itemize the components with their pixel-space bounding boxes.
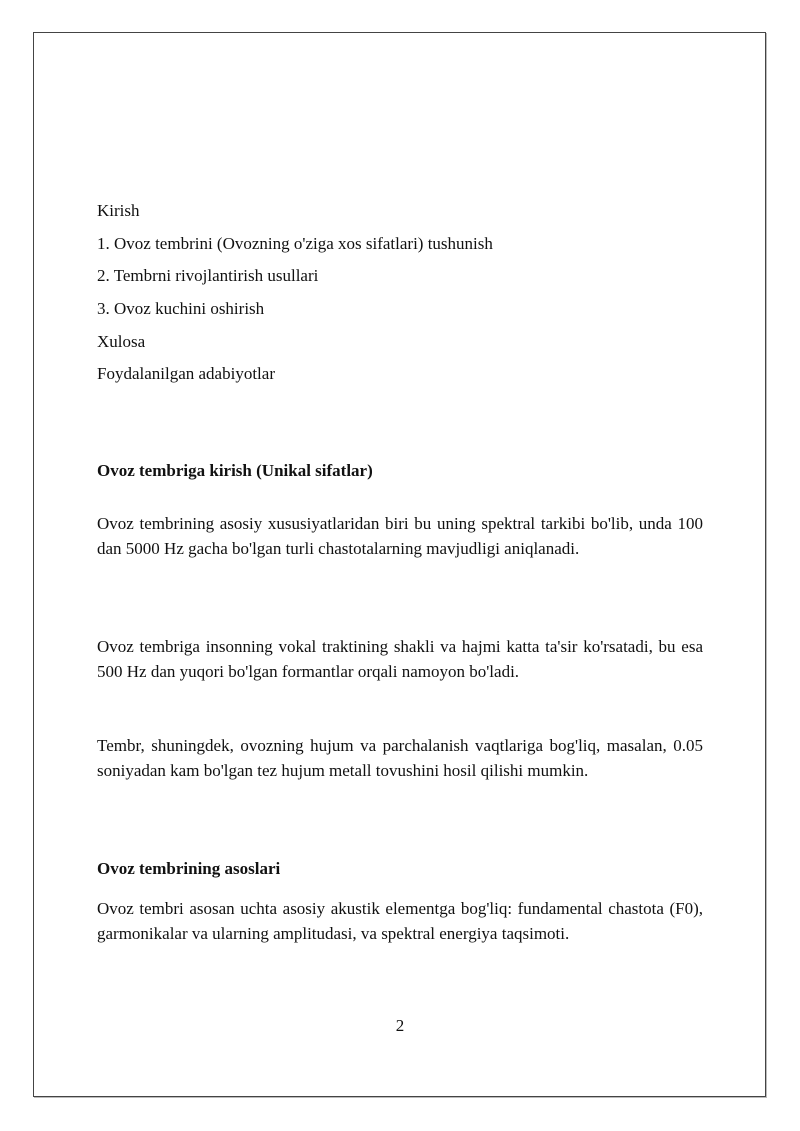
toc-item-2: 2. Tembrni rivojlantirish usullari [97,266,319,286]
paragraph-acoustic-elements: Ovoz tembri asosan uchta asosiy akustik elementga bog'liq: fundamental chastota (F0), garmonikalar va ularning amplitudasi, va spektral energiya taqsimoti. [97,899,703,943]
paragraph-attack: Tembr, shuningdek, ovozning hujum va parchalanish vaqtlariga bog'liq, masalan, 0.05 soniyadan kam bo'lgan tez hujum metall tovushini hosil qilishi mumkin. [97,736,703,780]
table-of-contents [97,198,703,394]
paragraph-spectral: Ovoz tembrining asosiy xususiyatlaridan biri bu uning spektral tarkibi bo'lib, unda 100 dan 5000 Hz gacha bo'lgan turli chastotalarning mavjudligi aniqlanadi. [97,514,703,558]
toc-item-conclusion: Xulosa [97,331,146,351]
paragraph-vocal-tract: Ovoz tembriga insonning vokal traktining shakli va hajmi katta ta'sir ko'rsatadi, bu esa 500 Hz dan yuqori bo'lgan formantlar orqali namoyon bo'ladi. [97,637,703,681]
toc-item-intro: Kirish [97,201,140,220]
toc-item-references: Foydalanilgan adabiyotlar [97,364,275,384]
toc-item-3: 3. Ovoz kuchini oshirish [97,299,265,319]
section-heading-intro: Ovoz tembriga kirish (Unikal sifatlar) [97,461,373,480]
page-number: 2 [395,1016,405,1035]
section-heading-basics: Ovoz tembrining asoslari [97,859,281,878]
toc-item-1: 1. Ovoz tembrini (Ovozning o'ziga xos sifatlari) tushunish [97,233,493,253]
